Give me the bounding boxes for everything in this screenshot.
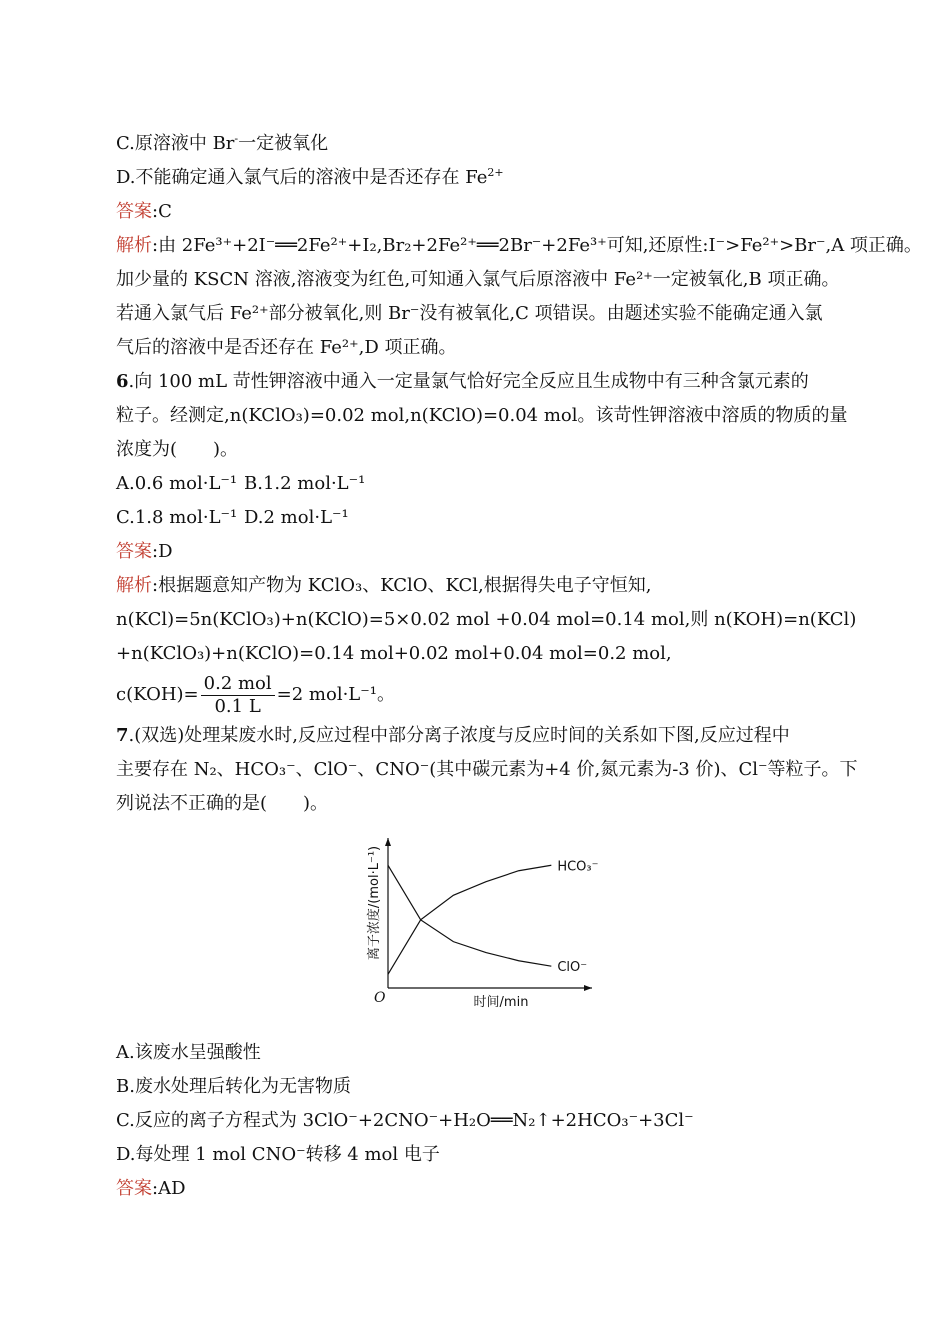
series-line-1 [388, 865, 551, 966]
explanation-label: 解析 [116, 575, 152, 596]
q6-explanation-1: 解析:根据题意知产物为 KClO₃、KClO、KCl,根据得失电子守恒知, [116, 575, 652, 596]
answer-label: 答案 [116, 1178, 152, 1199]
q7-stem-1: 7.(双选)处理某废水时,反应过程中部分离子浓度与反应时间的关系如下图,反应过程中 [116, 725, 790, 746]
question-number: 7 [116, 725, 129, 746]
series-line-0 [388, 865, 551, 974]
q7-options [116, 1036, 836, 1206]
q6-explanation-3: +n(KClO₃)+n(KClO)=0.14 mol+0.02 mol+0.04 mol=0.2 mol, [116, 643, 672, 664]
q5-explanation-2: 加少量的 KSCN 溶液,溶液变为红色,可知通入氯气后原溶液中 Fe²⁺一定被氧化,B 项正确。 [116, 269, 840, 290]
q7-option-a: A.该废水呈强酸性 [116, 1042, 261, 1063]
q7-answer: 答案:AD [116, 1178, 186, 1199]
document-body [116, 127, 922, 821]
q6-answer: 答案:D [116, 541, 173, 562]
q7-option-b: B.废水处理后转化为无害物质 [116, 1076, 351, 1097]
q7-stem-3: 列说法不正确的是( )。 [116, 793, 329, 814]
q6-options-cd [116, 501, 836, 535]
q5-explanation-4: 气后的溶液中是否还存在 Fe²⁺,D 项正确。 [116, 337, 457, 358]
q5-option-c: C.原溶液中 Br-一定被氧化 [116, 132, 329, 154]
q6-option-a: A.0.6 mol·L⁻¹ [116, 473, 238, 494]
series-label-0: HCO₃⁻ [557, 859, 599, 875]
q5-answer: 答案:C [116, 201, 172, 222]
x-axis-arrow [584, 985, 592, 991]
q6-stem-1: 6.向 100 mL 苛性钾溶液中通入一定量氯气恰好完全反应且生成物中有三种含氯元素的 [116, 371, 809, 392]
question-number: 6 [116, 371, 129, 392]
q5-option-d: D.不能确定通入氯气后的溶液中是否还存在 $Fe^{2+}$ [116, 166, 504, 188]
q6-option-d: D.2 mol·L⁻¹ [244, 507, 349, 528]
chart-lines [388, 865, 551, 974]
q7-option-c: C.反应的离子方程式为 3ClO⁻+2CNO⁻+H₂O══N₂↑+2HCO₃⁻+3Cl⁻ [116, 1110, 694, 1131]
series-label-1: ClO⁻ [557, 960, 588, 976]
chart-labels [366, 846, 599, 1010]
concentration-time-chart [360, 828, 600, 1012]
q5-explanation-3: 若通入氯气后 Fe²⁺部分被氧化,则 Br⁻没有被氧化,C 项错误。由题述实验不能确定通入氯 [116, 303, 823, 324]
q6-options-ab [116, 467, 836, 501]
q6-option-c: C.1.8 mol·L⁻¹ [116, 507, 238, 528]
q6-option-b: B.1.2 mol·L⁻¹ [244, 473, 366, 494]
x-axis-label: 时间/min [473, 995, 529, 1010]
y-axis-label: 离子浓度/(mol·L⁻¹) [367, 845, 382, 961]
y-axis-arrow [385, 838, 391, 846]
q5-explanation-1: 解析:由 2Fe³⁺+2I⁻══2Fe²⁺+I₂,Br₂+2Fe²⁺══2Br⁻+2Fe³⁺可知,还原性:I⁻>Fe²⁺>Br⁻,A 项正确。 [116, 235, 922, 256]
q7-stem-2: 主要存在 N₂、HCO₃⁻、ClO⁻、CNO⁻(其中碳元素为+4 价,氮元素为-3 价)、Cl⁻等粒子。下 [116, 759, 858, 780]
origin-label: O [374, 990, 386, 1006]
q7-option-d: D.每处理 1 mol CNO⁻转移 4 mol 电子 [116, 1144, 440, 1165]
fraction: $\frac{\text{0.2 mol}}{0.1 L}$ [201, 673, 275, 718]
q6-explanation-2: n(KCl)=5n(KClO₃)+n(KClO)=5×0.02 mol +0.04 mol=0.14 mol,则 n(KOH)=n(KCl) [116, 609, 857, 630]
q6-explanation-4: c(KOH)= $\frac{\text{0.2 mol}}{0.1 L}$ =2 mol·L⁻¹。 [116, 672, 395, 717]
q6-stem-3: 浓度为( )。 [116, 439, 239, 460]
answer-label: 答案 [116, 201, 152, 222]
answer-label: 答案 [116, 541, 152, 562]
q6-stem-2: 粒子。经测定,n(KClO₃)=0.02 mol,n(KClO)=0.04 mol。该苛性钾溶液中溶质的物质的量 [116, 405, 848, 426]
explanation-label: 解析 [116, 235, 152, 256]
